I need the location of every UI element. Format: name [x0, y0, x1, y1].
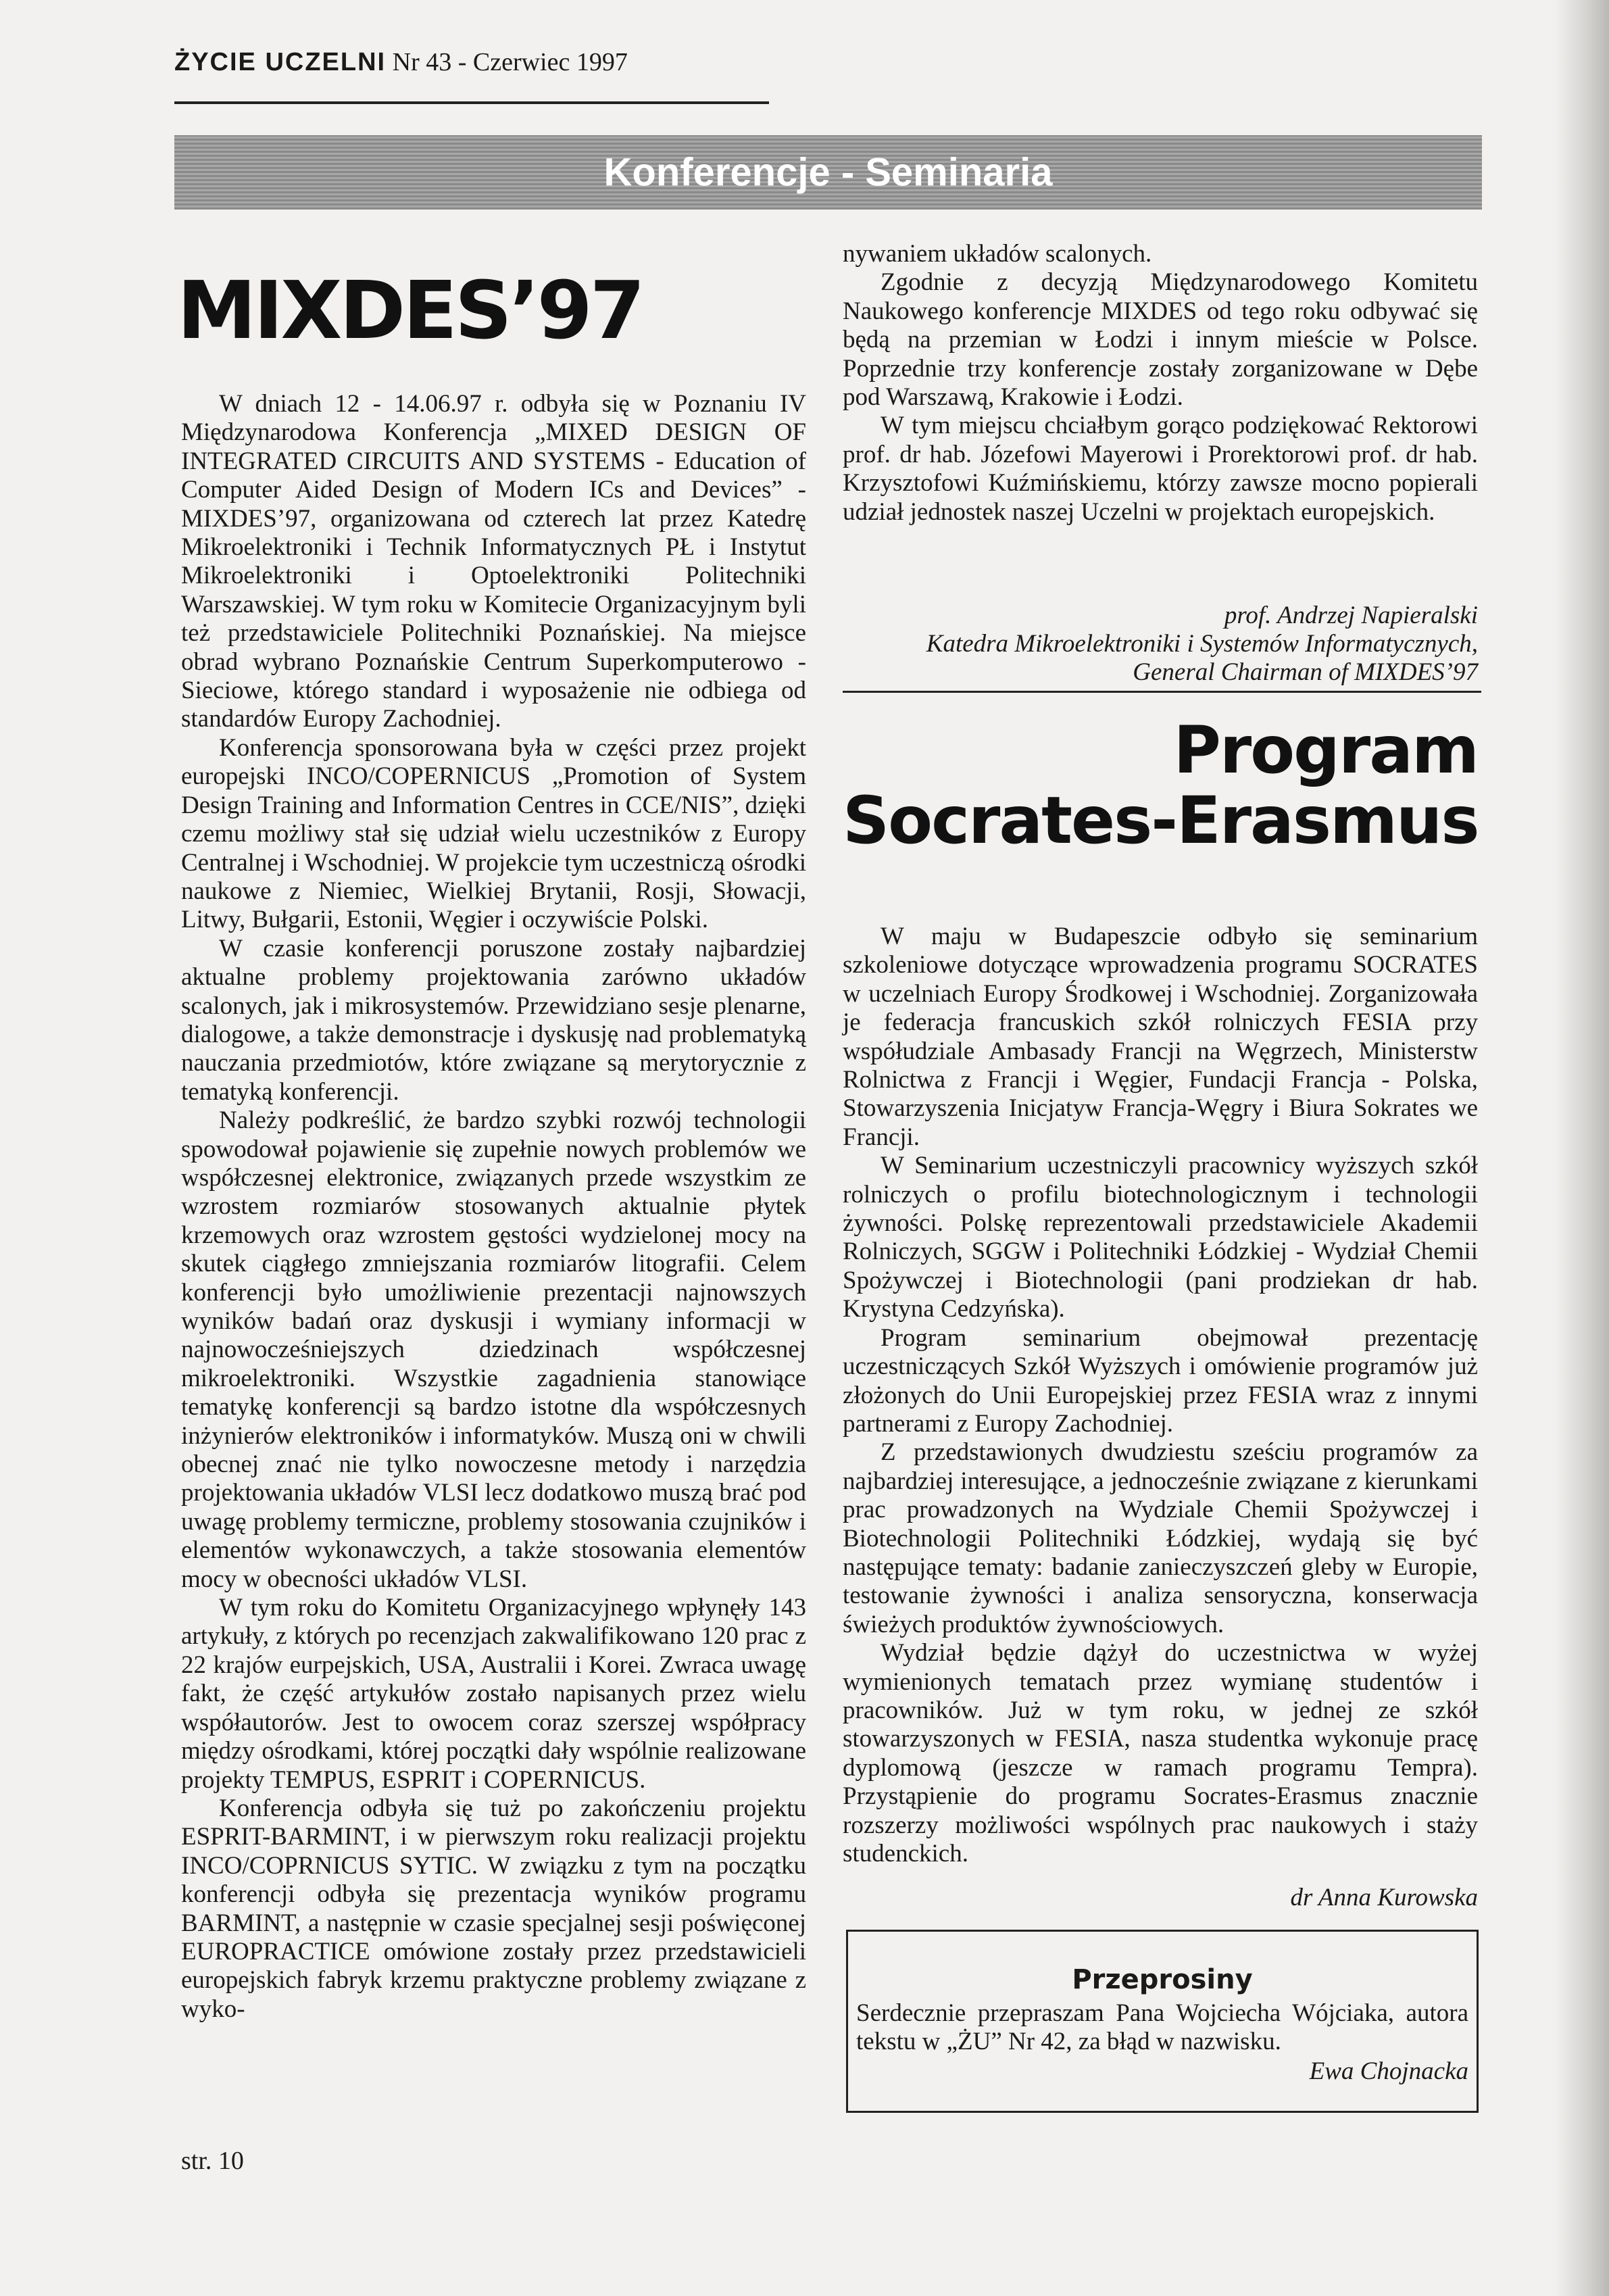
mixdes-paragraph: Należy podkreślić, że bardzo szybki rozwój technologii spowodował pojawienie się zupełnie nowych problemów we współczesnej elektronice, związanych przede wszystkim ze wzrostem rozmiarów stosowanych aktualnie płytek krzemowych oraz wzrostem gęstości wydzielonej mocy na skutek ciągłego zmniejszania rozmiarów litografii. Celem konferencji było umożliwienie prezentacji najnowszych wyników badań oraz dyskusji i wymiany informacji w najnowocześniejszych dziedzinach współczesnej mikroelektroniki. Wszystkie zagadnienia stanowiące tematykę konferencji są bardzo istotne dla współczesnych inżynierów elektroników i informatyków. Muszą oni w chwili obecnej znać nie tylko nowoczesne metody i narzędzia projektowania układów VLSI lecz dodatkowo muszą brać pod uwagę problemy termiczne, problemy stosowania czujników i elementów wykonawczych, a także stosowania elementów mocy w obecności układów VLSI.	[181, 1106, 806, 1593]
mixdes-paragraph: W tym miejscu chciałbym gorąco podziękować Rektorowi prof. dr hab. Józefowi Mayerowi i Prorektorowi prof. dr hab. Krzysztofowi Kuźmińskiemu, którzy zawsze mocno popierali udział jednostek naszej Uczelni w projektach europejskich.	[843, 412, 1478, 526]
erasmus-headline	[843, 712, 1479, 858]
erasmus-headline-line1: Program	[1173, 712, 1478, 788]
erasmus-paragraph: W Seminarium uczestniczyli pracownicy wyższych szkół rolniczych o profilu biotechnologicznym i technologii żywności. Polskę reprezentowali przedstawiciele Akademii Rolniczych, SGGW i Politechniki Łódzkiej - Wydział Chemii Spożywczej i Biotechnologii (pani prodziekan dr hab. Krystyna Cedzyńska).	[843, 1152, 1478, 1323]
mixdes-paragraph: W tym roku do Komitetu Organizacyjnego wpłynęły 143 artykuły, z których po recenzjach zakwalifikowano 120 prac z 22 krajów eurpejskich, USA, Australii i Korei. Zwraca uwagę fakt, że część artykułów zostało napisanych przez wielu współautorów. Jest to owocem coraz szerszej współpracy między ośrodkami, której początki dały wspólnie realizowane projekty TEMPUS, ESPRIT i COPERNICUS.	[181, 1594, 806, 1794]
erasmus-paragraph: Z przedstawionych dwudziestu sześciu programów za najbardziej interesujące, a jednocześnie związane z kierunkami prac prowadzonych na Wydziale Chemii Spożywczej i Biotechnologii Politechniki Łódzkiej, wydają się być następujące tematy: badanie zanieczyszczeń gleby w Europie, testowanie żywności i analiza sensoryczna, konserwacja świeżych produktów żywnościowych.	[843, 1438, 1478, 1638]
section-banner-title: Konferencje - Seminaria	[603, 150, 1053, 195]
erasmus-paragraph: Wydział będzie dążył do uczestnictwa w wyżej wymienionych tematach przez wymianę studentów i pracowników. Już w tym roku, w jednej ze szkół stowarzyszonych w FESIA, nasza studentka wykonuje pracę dyplomową (jeszcze w ramach programu Tempra). Przystąpienie do programu Socrates-Erasmus znacznie rozszerzy możliwości wspólnych prac naukowych i staży studenckich.	[843, 1639, 1478, 1867]
issue-info: Nr 43 - Czerwiec 1997	[392, 48, 628, 76]
mixdes-headline: MIXDES’97	[177, 264, 643, 357]
mixdes-paragraph: W dniach 12 - 14.06.97 r. odbyła się w Poznaniu IV Międzynarodowa Konferencja „MIXED DESIGN OF INTEGRATED CIRCUITS AND SYSTEMS - Education of Computer Aided Design of Modern ICs and Devices” - MIXDES’97, organizowana od czterech lat przez Katedrę Mikroelektroniki i Technik Informatycznych PŁ i Instytut Mikroelektroniki i Optoelektroniki Politechniki Warszawskiej. W tym roku w Komitecie Organizacyjnym byli też przedstawiciele Politechniki Poznańskiej. Na miejsce obrad wybrano Poznańskie Centrum Superkomputerowo - Sieciowe, którego standard i wyposażenie nie odbiega od standardów Europy Zachodniej.	[181, 390, 806, 733]
apology-signature: Ewa Chojnacka	[1309, 2057, 1468, 2085]
mixdes-continuation: nywaniem układów scalonych.	[843, 240, 1152, 268]
mixdes-paragraph: Zgodnie z decyzją Międzynarodowego Komitetu Naukowego konferencje MIXDES od tego roku odbywać się będą na przemian w Łodzi i innym mieście w Polsce. Poprzednie trzy konferencje zostały zorganizowane w Dębe pod Warszawą, Krakowie i Łodzi.	[843, 268, 1478, 412]
page-edge-shadow	[1554, 0, 1609, 2296]
mixdes-signature-role: General Chairman of MIXDES’97	[1133, 658, 1478, 686]
article-divider	[843, 691, 1481, 693]
erasmus-signature: dr Anna Kurowska	[1290, 1884, 1478, 1911]
page-number: str. 10	[181, 2147, 244, 2175]
page-header	[174, 47, 628, 77]
section-banner	[174, 135, 1482, 210]
mixdes-body-right	[843, 240, 1478, 527]
masthead: ŻYCIE UCZELNI	[174, 48, 387, 76]
mixdes-signature-dept: Katedra Mikroelektroniki i Systemów Informatycznych,	[926, 630, 1478, 658]
erasmus-headline-line2: Socrates-Erasmus	[843, 783, 1479, 858]
mixdes-paragraph: Konferencja sponsorowana była w części przez projekt europejski INCO/COPERNICUS „Promotion of System Design Training and Information Centres in CCE/NIS”, dzięki czemu możliwy stał się udział wielu uczestników z Europy Centralnej i Wschodniej. W projekcie tym uczestniczą ośrodki naukowe z Niemiec, Wielkiej Brytanii, Rosji, Słowacji, Litwy, Bułgarii, Estonii, Węgier i oczywiście Polski.	[181, 733, 806, 934]
mixdes-signature-author: prof. Andrzej Napieralski	[1224, 602, 1478, 629]
mixdes-body-left	[181, 390, 806, 2024]
header-rule	[174, 101, 769, 104]
mixdes-paragraph: W czasie konferencji poruszone zostały najbardziej aktualne problemy projektowania zarówno układów scalonych, jak i mikrosystemów. Przewidziano sesje plenarne, dialogowe, a także demonstracje i dyskusję nad problematyką nauczania przedmiotów, które związane są merytorycznie z tematyką konferencji.	[181, 934, 806, 1106]
apology-text: Serdecznie przepraszam Pana Wojciecha Wójciaka, autora tekstu w „ŻU” Nr 42, za błąd w nazwisku.	[856, 1999, 1468, 2056]
apology-box	[846, 1930, 1479, 2113]
apology-title: Przeprosiny	[1072, 1964, 1253, 1995]
mixdes-signature	[843, 602, 1478, 687]
erasmus-paragraph: W maju w Budapeszcie odbyło się seminarium szkoleniowe dotyczące wprowadzenia programu SOCRATES w uczelniach Europy Środkowej i Wschodniej. Zorganizowała je federacja francuskich szkół rolniczych FESIA przy współudziale Ambasady Francji na Węgrzech, Ministerstw Rolnictwa z Francji i Węgier, Fundacji Francja - Polska, Stowarzyszenia Inicjatyw Francja-Węgry i Biura Sokrates we Francji.	[843, 923, 1478, 1151]
erasmus-body	[843, 923, 1478, 1868]
mixdes-paragraph: Konferencja odbyła się tuż po zakończeniu projektu ESPRIT-BARMINT, i w pierwszym roku realizacji projektu INCO/COPRNICUS SYTIC. W związku z tym na początku konferencji odbyła się prezentacja wyników programu BARMINT, a następnie w czasie specjalnej sesji poświęconej EUROPRACTICE omówione zostały przez przedstawicieli europejskich fabryk krzemu praktyczne problemy związane z wyko-	[181, 1794, 806, 2023]
erasmus-paragraph: Program seminarium obejmował prezentację uczestniczących Szkół Wyższych i omówienie programów już złożonych do Unii Europejskiej przez FESIA wraz z innymi partnerami z Europy Zachodniej.	[843, 1323, 1478, 1438]
